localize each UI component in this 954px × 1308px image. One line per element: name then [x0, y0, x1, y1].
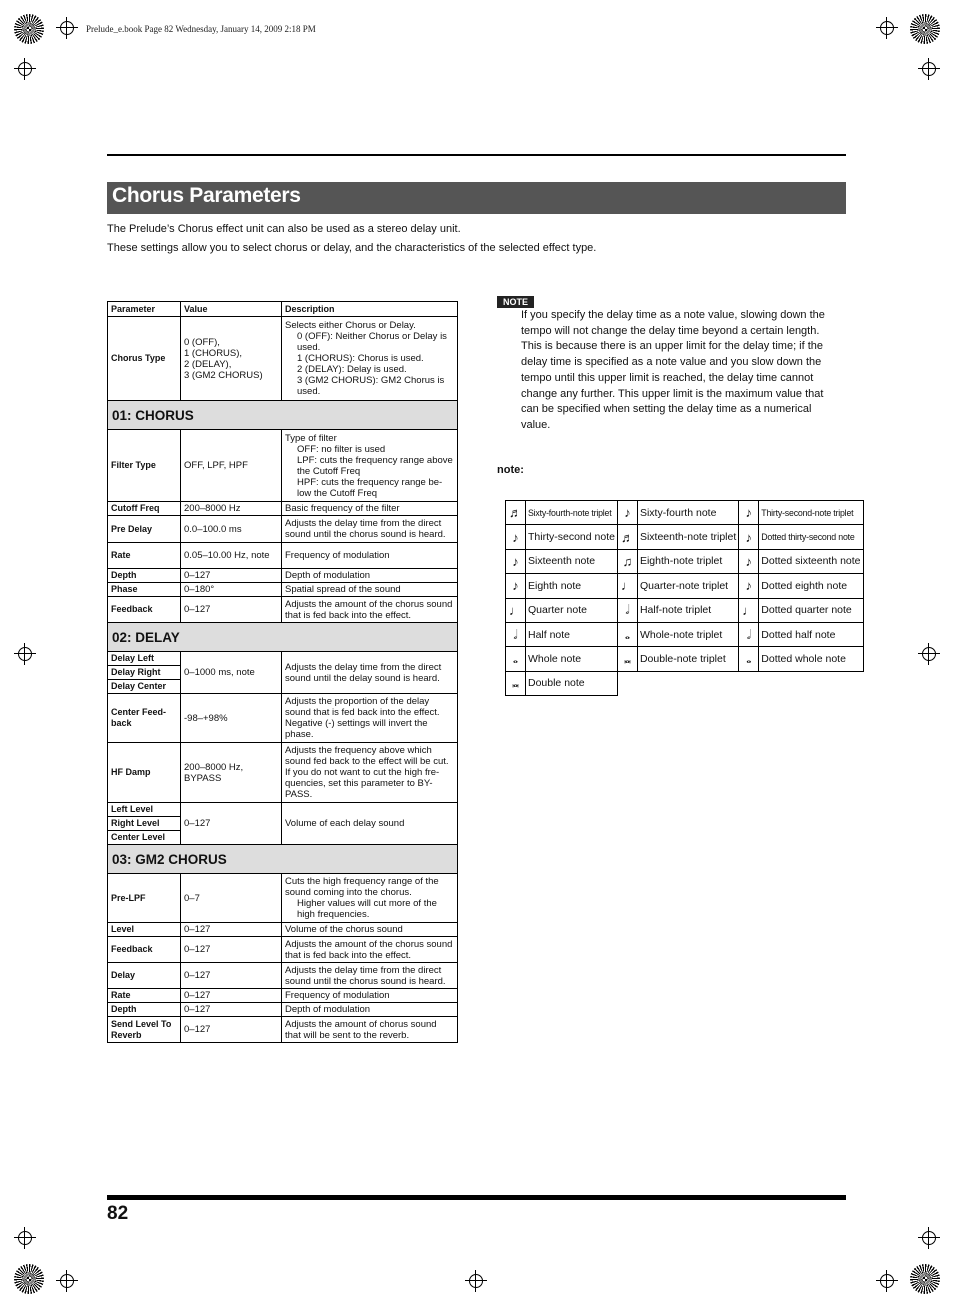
param-name: Send Level To Reverb — [108, 1017, 181, 1043]
param-description: Adjusts the delay time from the direct sound until the chorus sound is heard. — [282, 963, 458, 989]
param-value: -98–+98% — [181, 694, 282, 743]
param-description: Adjusts the delay time from the direct sound until the delay sound is heard. — [282, 652, 458, 694]
empty-cell — [739, 671, 759, 695]
note-label: Sixty-fourth-note triplet — [526, 501, 618, 525]
note-label: Sixteenth-note triplet — [637, 525, 738, 549]
param-description: Type of filter OFF: no filter is used LPF: cuts the frequency range above the Cutoff Freq HPF: cuts the frequency range be-low the Cutoff Freq — [282, 430, 458, 502]
note-row — [506, 525, 864, 549]
note-symbol-icon: ♩ — [739, 598, 759, 622]
note-label: Dotted whole note — [759, 647, 863, 671]
param-name: Pre Delay — [108, 516, 181, 543]
top-rule — [107, 154, 846, 156]
param-description: Frequency of modulation — [282, 989, 458, 1003]
param-name: Pre-LPF — [108, 874, 181, 923]
note-symbol-icon: ♪ — [739, 549, 759, 573]
note-label: Half-note triplet — [637, 598, 738, 622]
note-symbol-icon: 𝅝 — [506, 647, 526, 671]
note-values-label: note: — [497, 464, 524, 476]
note-row — [506, 622, 864, 646]
note-symbol-icon: ♬ — [617, 525, 637, 549]
param-description: Volume of the chorus sound — [282, 923, 458, 937]
param-description: Spatial spread of the sound — [282, 583, 458, 597]
note-label: Whole note — [526, 647, 618, 671]
param-value: 0–127 — [181, 803, 282, 845]
param-description: Adjusts the frequency above which sound fed back to the effect will be cut. If you do not want to cut the high fre-quencies, set this parameter to BY-PASS. — [282, 743, 458, 803]
note-symbol-icon: 𝅝 — [617, 622, 637, 646]
param-description: Basic frequency of the filter — [282, 502, 458, 516]
note-symbol-icon: ♪ — [506, 525, 526, 549]
note-label: Thirty-second note — [526, 525, 618, 549]
param-name: Delay — [108, 963, 181, 989]
note-symbol-icon: ♪ — [739, 574, 759, 598]
registration-mark-icon — [14, 58, 36, 80]
registration-mark-icon — [918, 58, 940, 80]
param-description: Frequency of modulation — [282, 543, 458, 569]
note-symbol-icon: ♪ — [617, 501, 637, 525]
param-description: Adjusts the amount of the chorus sound that is fed back into the effect. — [282, 597, 458, 623]
note-symbol-icon: ♫ — [617, 549, 637, 573]
note-symbol-icon: 𝅗𝅥 — [617, 598, 637, 622]
registration-mark-icon — [14, 643, 36, 665]
note-label: Whole-note triplet — [637, 622, 738, 646]
param-value: 0–180° — [181, 583, 282, 597]
note-symbol-icon: 𝅝 — [739, 647, 759, 671]
param-value: 0–127 — [181, 937, 282, 963]
param-name: Filter Type — [108, 430, 181, 502]
param-name: Center Feed-back — [108, 694, 181, 743]
param-name: Phase — [108, 583, 181, 597]
crop-header-text: Prelude_e.book Page 82 Wednesday, January 14, 2009 2:18 PM — [86, 24, 316, 34]
note-label: Quarter-note triplet — [637, 574, 738, 598]
note-row — [506, 549, 864, 573]
param-name: Level — [108, 923, 181, 937]
note-row — [506, 501, 864, 525]
section-title-bar — [107, 182, 846, 214]
param-name: Rate — [108, 543, 181, 569]
empty-cell — [617, 671, 637, 695]
note-label: Quarter note — [526, 598, 618, 622]
param-value: 0–127 — [181, 1003, 282, 1017]
note-symbol-icon: ♪ — [739, 525, 759, 549]
param-value: OFF, LPF, HPF — [181, 430, 282, 502]
param-value: 200–8000 Hz — [181, 502, 282, 516]
note-label: Double-note triplet — [637, 647, 738, 671]
note-symbol-icon: ♩ — [506, 598, 526, 622]
registration-starburst-icon — [910, 14, 940, 44]
page-title: Chorus Parameters — [112, 184, 301, 207]
registration-mark-icon — [14, 1227, 36, 1249]
note-row — [506, 598, 864, 622]
param-name: HF Damp — [108, 743, 181, 803]
param-description: Adjusts the proportion of the delay sound that is fed back into the effect. Negative (-) settings will invert the phase. — [282, 694, 458, 743]
param-value: 200–8000 Hz, BYPASS — [181, 743, 282, 803]
note-label: Thirty-second-note triplet — [759, 501, 863, 525]
note-values-table — [505, 500, 864, 696]
param-value: 0–127 — [181, 963, 282, 989]
param-description: Selects either Chorus or Delay. 0 (OFF): Neither Chorus or Delay is used. 1 (CHORUS): Chorus is used. 2 (DELAY): Delay is used. 3 (GM2 CHORUS): GM2 Chorus is used. — [282, 317, 458, 401]
param-description: Volume of each delay sound — [282, 803, 458, 845]
note-row — [506, 574, 864, 598]
param-name: Right Level — [108, 817, 181, 831]
param-name: Delay Center — [108, 680, 181, 694]
param-name: Chorus Type — [108, 317, 181, 401]
intro-line-1: The Prelude’s Chorus effect unit can also be used as a stereo delay unit. — [107, 223, 461, 235]
registration-mark-icon — [918, 643, 940, 665]
note-row — [506, 647, 864, 671]
section-heading-chorus: 01: CHORUS — [108, 401, 458, 430]
param-name: Feedback — [108, 597, 181, 623]
param-value: 0–127 — [181, 1017, 282, 1043]
param-name: Delay Right — [108, 666, 181, 680]
param-description: Depth of modulation — [282, 1003, 458, 1017]
note-label: Sixty-fourth note — [637, 501, 738, 525]
parameter-table — [107, 301, 458, 1043]
bottom-rule — [107, 1195, 846, 1200]
param-value: 0–1000 ms, note — [181, 652, 282, 694]
param-name: Cutoff Freq — [108, 502, 181, 516]
note-label: Half note — [526, 622, 618, 646]
note-label: Eighth-note triplet — [637, 549, 738, 573]
param-description: Adjusts the amount of the chorus sound that is fed back into the effect. — [282, 937, 458, 963]
param-value: 0–127 — [181, 923, 282, 937]
param-value: 0 (OFF), 1 (CHORUS), 2 (DELAY), 3 (GM2 CHORUS) — [181, 317, 282, 401]
note-symbol-icon: ♩ — [617, 574, 637, 598]
note-label: Dotted quarter note — [759, 598, 863, 622]
registration-starburst-icon — [14, 1264, 44, 1294]
header-description: Description — [282, 302, 458, 317]
note-label: Dotted eighth note — [759, 574, 863, 598]
registration-mark-icon — [876, 1270, 898, 1292]
note-symbol-icon: ♪ — [739, 501, 759, 525]
registration-mark-icon — [876, 17, 898, 39]
registration-starburst-icon — [14, 14, 44, 44]
param-description: Cuts the high frequency range of the sound coming into the chorus. Higher values will cut more of the high frequencies. — [282, 874, 458, 923]
note-text: If you specify the delay time as a note value, slowing down the tempo will not change the delay time beyond a certain length. This is because there is an upper limit for the delay time; if the delay time is specified as a note value and you slow down the tempo until this upper limit is reached, the delay time cannot change any further. This upper limit is the maximum value that can be specified when setting the delay time as a numerical value. — [521, 309, 825, 431]
param-name: Rate — [108, 989, 181, 1003]
param-value: 0–7 — [181, 874, 282, 923]
param-value: 0.05–10.00 Hz, note — [181, 543, 282, 569]
param-value: 0–127 — [181, 597, 282, 623]
page-number: 82 — [107, 1203, 129, 1224]
param-name: Delay Left — [108, 652, 181, 666]
param-description: Adjusts the amount of chorus sound that will be sent to the reverb. — [282, 1017, 458, 1043]
note-row — [506, 671, 864, 695]
registration-mark-icon — [465, 1270, 487, 1292]
note-label: Eighth note — [526, 574, 618, 598]
note-symbol-icon: 𝅗𝅥 — [506, 622, 526, 646]
note-label: Double note — [526, 671, 618, 695]
note-badge: NOTE — [497, 296, 534, 308]
param-value: 0.0–100.0 ms — [181, 516, 282, 543]
param-description: Adjusts the delay time from the direct sound until the chorus sound is heard. — [282, 516, 458, 543]
intro-line-2: These settings allow you to select chorus or delay, and the characteristics of the selected effect type. — [107, 242, 597, 254]
section-heading-delay: 02: DELAY — [108, 623, 458, 652]
empty-cell — [759, 671, 863, 695]
note-label: Dotted half note — [759, 622, 863, 646]
note-label: Sixteenth note — [526, 549, 618, 573]
note-symbol-icon: ♬ — [506, 501, 526, 525]
section-heading-gm2-chorus: 03: GM2 CHORUS — [108, 845, 458, 874]
param-name: Center Level — [108, 831, 181, 845]
param-value: 0–127 — [181, 989, 282, 1003]
param-name: Depth — [108, 569, 181, 583]
header-parameter: Parameter — [108, 302, 181, 317]
note-symbol-icon: 𝅜 — [617, 647, 637, 671]
note-symbol-icon: ♪ — [506, 574, 526, 598]
note-label: Dotted thirty-second note — [759, 525, 863, 549]
registration-mark-icon — [918, 1227, 940, 1249]
note-symbol-icon: ♪ — [506, 549, 526, 573]
note-symbol-icon: 𝅜 — [506, 671, 526, 695]
header-value: Value — [181, 302, 282, 317]
note-label: Dotted sixteenth note — [759, 549, 863, 573]
registration-mark-icon — [56, 17, 78, 39]
empty-cell — [637, 671, 738, 695]
param-name: Left Level — [108, 803, 181, 817]
param-name: Depth — [108, 1003, 181, 1017]
param-value: 0–127 — [181, 569, 282, 583]
registration-mark-icon — [56, 1270, 78, 1292]
param-name: Feedback — [108, 937, 181, 963]
note-symbol-icon: 𝅗𝅥 — [739, 622, 759, 646]
param-description: Depth of modulation — [282, 569, 458, 583]
registration-starburst-icon — [910, 1264, 940, 1294]
